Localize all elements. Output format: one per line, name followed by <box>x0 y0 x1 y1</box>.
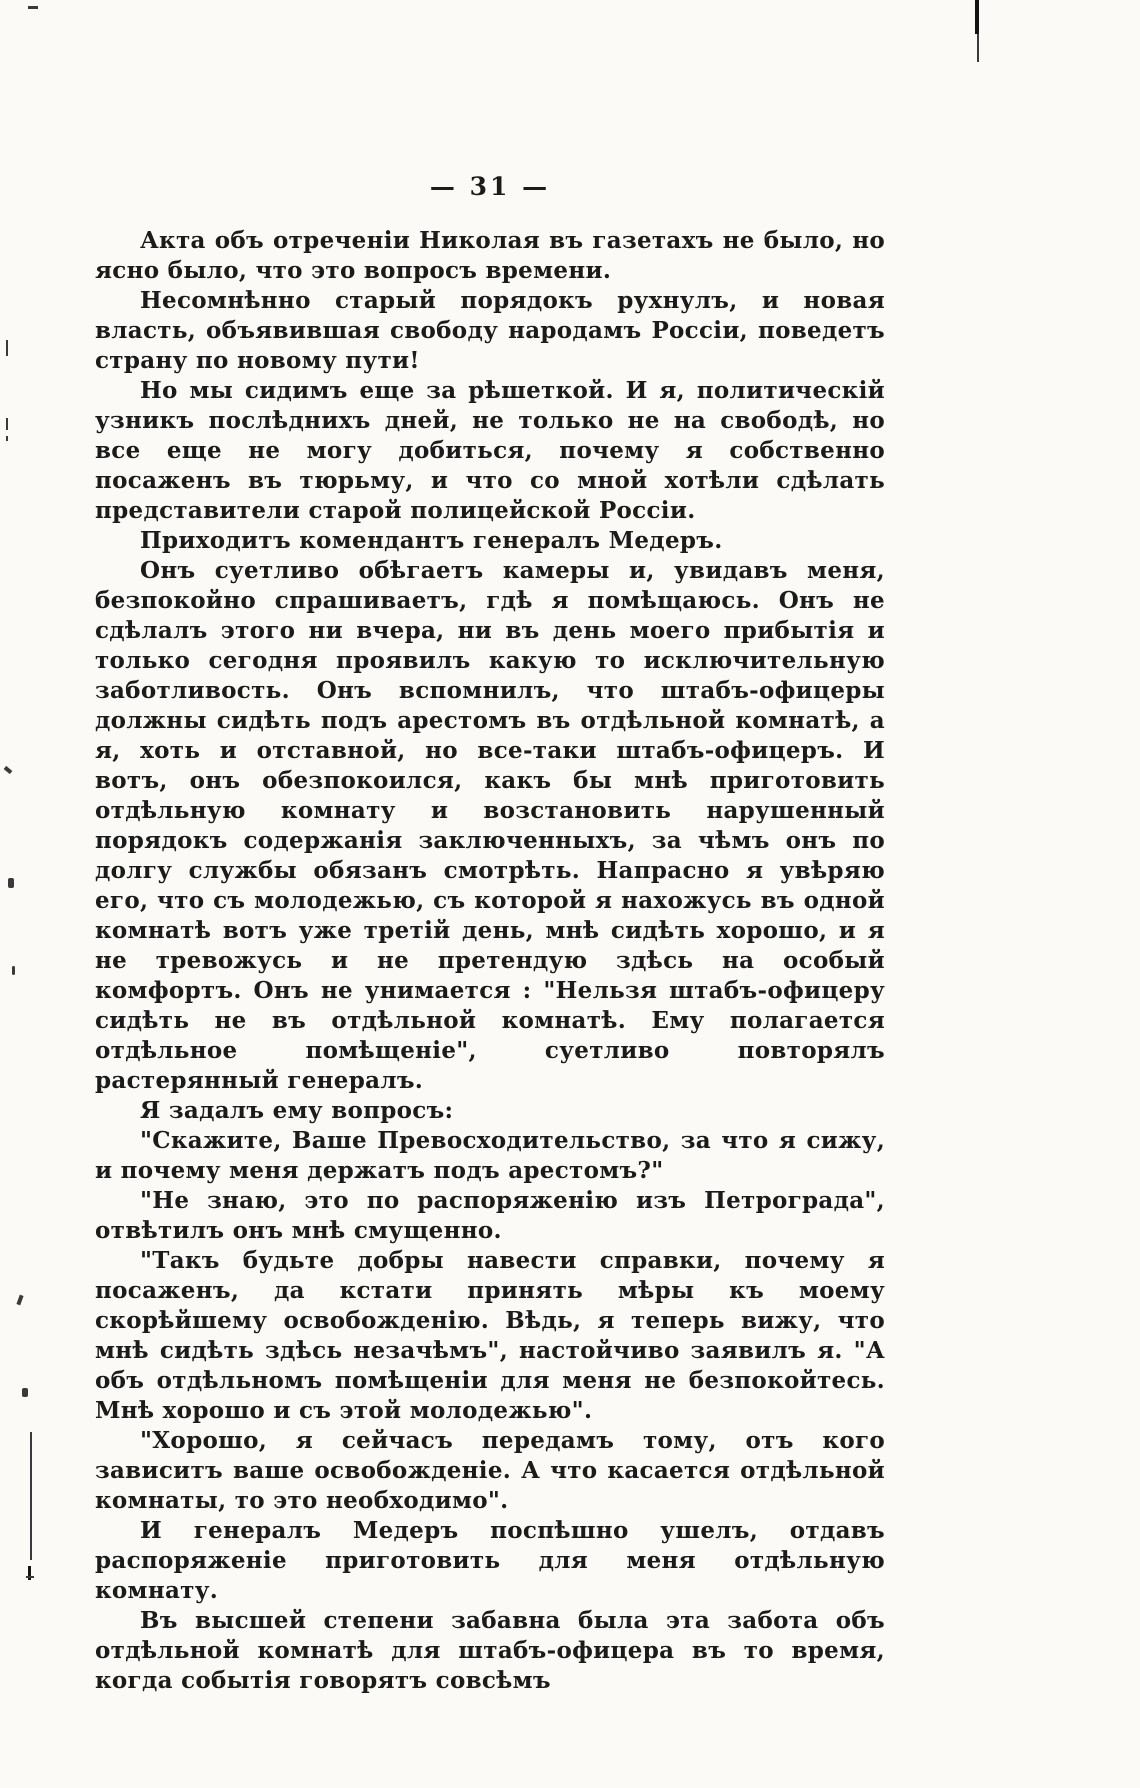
scan-artifact <box>6 436 8 441</box>
paragraph: Приходитъ комендантъ генералъ Медеръ. <box>140 527 723 554</box>
paragraph: Я задалъ ему вопросъ: <box>140 1097 454 1124</box>
paragraph: "Хорошо, я сейчасъ передамъ тому, отъ кого зависитъ ваше освобожденіе. А что касается отдѣльной комнаты, то это необходимо". <box>95 1427 885 1514</box>
scan-artifact <box>12 966 15 975</box>
paragraph: Онъ суетливо обѣгаетъ камеры и, увидавъ меня, безпокойно спрашиваетъ, гдѣ я помѣщаюсь. Онъ не сдѣлалъ этого ни вчера, ни въ день моего прибытія и только сегодня проявилъ какую то исключительную заботливость. Онъ вспомнилъ, что штабъ-офицеры должны сидѣть подъ арестомъ въ отдѣльной комнатѣ, а я, хоть и отставной, но все-таки штабъ-офицеръ. И вотъ, онъ обезпокоился, какъ бы мнѣ приготовить отдѣльную комнату и возстановить нарушенный порядокъ содержанія заключенныхъ, за чѣмъ онъ по долгу службы обязанъ смотрѣть. Напрасно я увѣряю его, что съ молодежью, съ которой я нахожусь въ одной комнатѣ вотъ уже третій день, мнѣ сидѣть хорошо, и я не тревожусь и не претендую здѣсь на особый комфортъ. Онъ не унимается : "Нельзя штабъ-офицеру сидѣть не въ отдѣльной комнатѣ. Ему полагается отдѣльное помѣщеніе", суетливо повторялъ растерянный генералъ. <box>95 557 885 1094</box>
paragraph: "Такъ будьте добры навести справки, почему я посаженъ, да кстати принять мѣры къ моему скорѣйшему освобожденію. Вѣдь, я теперь вижу, что мнѣ сидѣть здѣсь незачѣмъ", настойчиво заявилъ я. "А объ отдѣльномъ помѣщеніи для меня не безпокойтесь. Мнѣ хорошо и съ этой молодежью". <box>95 1247 885 1424</box>
paragraph: Акта объ отреченіи Николая въ газетахъ не было, но ясно было, что это вопросъ времени. <box>95 227 885 284</box>
scan-artifact <box>4 766 13 774</box>
scan-artifact <box>6 340 8 356</box>
scan-artifact <box>26 1576 34 1578</box>
scan-artifact <box>22 1388 28 1397</box>
scan-artifact <box>8 878 14 888</box>
scan-artifact <box>30 1432 32 1560</box>
page-number: — 31 — <box>429 172 551 201</box>
paragraph: И генералъ Медеръ поспѣшно ушелъ, отдавъ распоряженіе приготовить для меня отдѣльную комнату. <box>95 1517 885 1604</box>
scan-artifact <box>28 6 38 9</box>
paragraph: "Не знаю, это по распоряженію изъ Петрограда", отвѣтилъ онъ мнѣ смущенно. <box>95 1187 885 1244</box>
scan-artifact <box>977 34 979 62</box>
scan-artifact <box>975 0 979 34</box>
paragraph: Въ высшей степени забавна была эта забота объ отдѣльной комнатѣ для штабъ-офицера въ то время, когда событія говорятъ совсѣмъ <box>95 1607 885 1694</box>
text-block <box>95 226 885 1696</box>
paragraph: Но мы сидимъ еще за рѣшеткой. И я, политическій узникъ послѣднихъ дней, не только не на свободѣ, но все еще не могу добиться, почему я собственно посаженъ въ тюрьму, и что со мной хотѣли сдѣлать представители старой полицейской Россіи. <box>95 377 885 524</box>
scan-artifact <box>16 1295 23 1306</box>
paragraph: "Скажите, Ваше Превосходительство, за что я сижу, и почему меня держатъ подъ арестомъ?" <box>95 1127 885 1184</box>
paragraph: Несомнѣнно старый порядокъ рухнулъ, и новая власть, объявившая свободу народамъ Россіи, поведетъ страну по новому пути! <box>95 287 885 374</box>
scan-artifact <box>6 418 8 430</box>
